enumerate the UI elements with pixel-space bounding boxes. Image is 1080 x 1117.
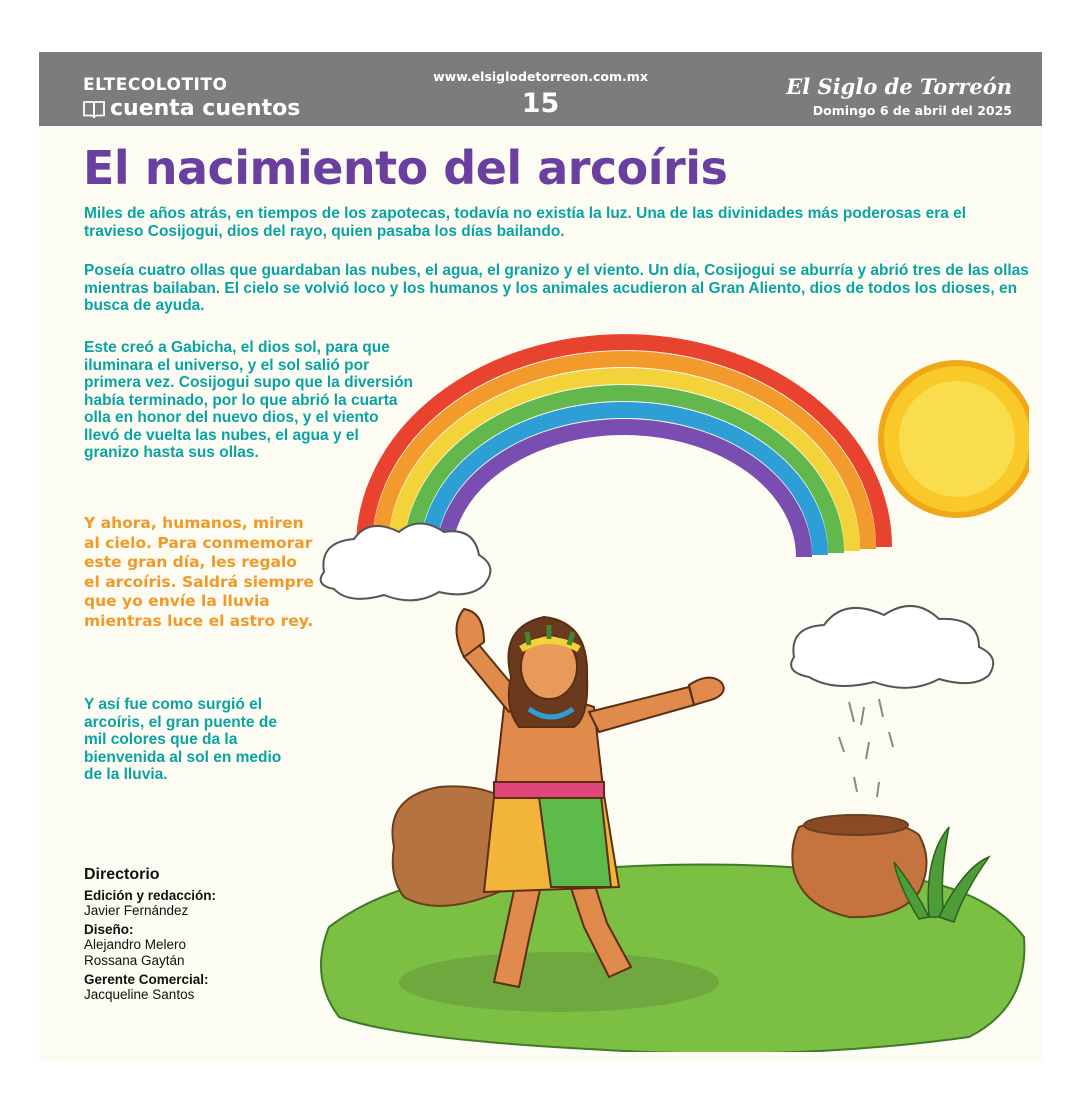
story-paragraph-2: Poseía cuatro ollas que guardaban las nubes, el agua, el granizo y el viento. Un día, Cosijogui se aburría y abrió tres de las ollas mientras bailaban. El cielo se volvió loco y los humanos y los animales acudieron al Gran Aliento, dios de todos los dioses, en busca de ayuda. — [84, 262, 1029, 314]
rainbow — [364, 342, 884, 557]
newspaper-page — [39, 52, 1042, 1062]
directory-role: Edición y redacción: — [84, 888, 217, 903]
directory-name: Alejandro Melero — [84, 937, 187, 952]
directory-name: Javier Fernández — [84, 903, 189, 918]
story-illustration — [289, 327, 1029, 1052]
brand-top-logo: ELTECOLOTITO — [83, 75, 228, 95]
site-url: www.elsiglodetorreon.com.mx — [433, 69, 648, 84]
issue-date: Domingo 6 de abril del 2025 — [812, 103, 1012, 118]
section-title: cuenta cuentos — [110, 96, 301, 121]
story-quote: Y ahora, humanos, miren al cielo. Para conmemorar este gran día, les regalo el arcoíris. Saldrá siempre que yo envíe la lluvia mientras luce el astro rey. — [84, 514, 314, 630]
directory-name: Jacqueline Santos — [84, 987, 195, 1002]
story-paragraph-1: Miles de años atrás, en tiempos de los zapotecas, todavía no existía la luz. Una de las divinidades más poderosas era el travieso Cosijogui, dios del rayo, quien pasaba los días bailando. — [84, 205, 967, 240]
rain — [839, 699, 893, 797]
story-title: El nacimiento del arcoíris — [83, 141, 728, 195]
directory-section — [84, 888, 284, 919]
newspaper-name: El Siglo de Torreón — [786, 74, 1012, 99]
directory-section — [84, 972, 284, 1003]
masthead — [786, 74, 1012, 118]
directory-role: Gerente Comercial: — [84, 972, 209, 987]
left-cloud — [321, 524, 491, 601]
ground-shadow — [399, 952, 719, 1012]
directory-section — [84, 922, 284, 969]
story-closing: Y así fue como surgió el arcoíris, el gran puente de mil colores que da la bienvenida al sol en medio de la lluvia. — [84, 696, 282, 783]
directory-role: Diseño: — [84, 922, 134, 937]
page-number: 15 — [521, 88, 560, 119]
directory-title: Directorio — [84, 866, 160, 883]
story-paragraph-3: Este creó a Gabicha, el dios sol, para que iluminara el universo, y el sol salió por primera vez. Cosijogui supo que la diversión había terminado, por lo que abrió la cuarta olla en honor del nuevo dios, y el viento llevó de vuelta las nubes, el agua y el granizo hasta sus ollas. — [84, 339, 414, 461]
right-cloud — [791, 606, 993, 688]
directory-name: Rossana Gaytán — [84, 953, 185, 968]
page-header — [39, 52, 1042, 126]
directory — [84, 865, 284, 1003]
